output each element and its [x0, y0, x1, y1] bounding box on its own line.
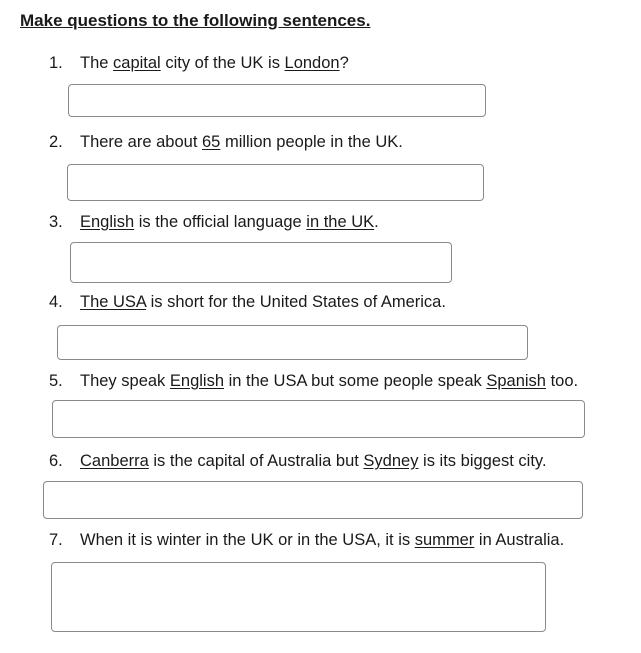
answer-input-1[interactable] [68, 84, 486, 117]
question-text: million people in the UK. [220, 133, 403, 151]
underlined-word: capital [113, 54, 161, 72]
question-6 [49, 450, 547, 472]
question-text: is its biggest city. [418, 452, 547, 470]
underlined-word: Sydney [363, 452, 419, 470]
answer-input-6[interactable] [43, 481, 583, 519]
worksheet-title: Make questions to the following sentences. [20, 11, 371, 30]
answer-input-2[interactable] [67, 164, 484, 201]
underlined-word: summer [414, 531, 475, 549]
question-number: 6. [49, 452, 63, 470]
question-text: is the official language [134, 213, 307, 231]
underlined-word: in the UK [306, 213, 375, 231]
question-text: is short for the United States of America. [146, 293, 446, 311]
question-number: 5. [49, 372, 63, 390]
question-2 [49, 131, 403, 153]
question-text: in Australia. [474, 531, 565, 549]
answer-input-4[interactable] [57, 325, 528, 360]
question-5 [49, 370, 578, 392]
question-text: is the capital of Australia but [148, 452, 364, 470]
underlined-word: The USA [80, 293, 147, 311]
question-text: There are about [80, 133, 202, 151]
underlined-word: English [80, 213, 135, 231]
underlined-word: Spanish [486, 372, 546, 390]
question-text: When it is winter in the UK or in the USA, it is [80, 531, 415, 549]
question-number: 7. [49, 531, 63, 549]
question-text: too. [546, 372, 579, 390]
question-number: 4. [49, 293, 63, 311]
question-4 [49, 291, 446, 313]
underlined-word: English [169, 372, 225, 390]
answer-input-7[interactable] [51, 562, 546, 632]
question-number: 2. [49, 133, 63, 151]
question-text: ? [339, 54, 349, 72]
underlined-word: 65 [202, 133, 221, 151]
question-3 [49, 211, 379, 233]
answer-input-3[interactable] [70, 242, 452, 283]
question-text: in the USA but some people speak [224, 372, 487, 390]
question-text: . [374, 213, 379, 231]
question-number: 3. [49, 213, 63, 231]
question-text: city of the UK is [160, 54, 285, 72]
question-number: 1. [49, 54, 63, 72]
answer-input-5[interactable] [52, 400, 585, 438]
underlined-word: London [284, 54, 340, 72]
question-1 [49, 52, 349, 74]
question-7 [49, 529, 564, 551]
underlined-word: Canberra [80, 452, 149, 470]
question-text: The [80, 54, 114, 72]
question-text: They speak [80, 372, 170, 390]
